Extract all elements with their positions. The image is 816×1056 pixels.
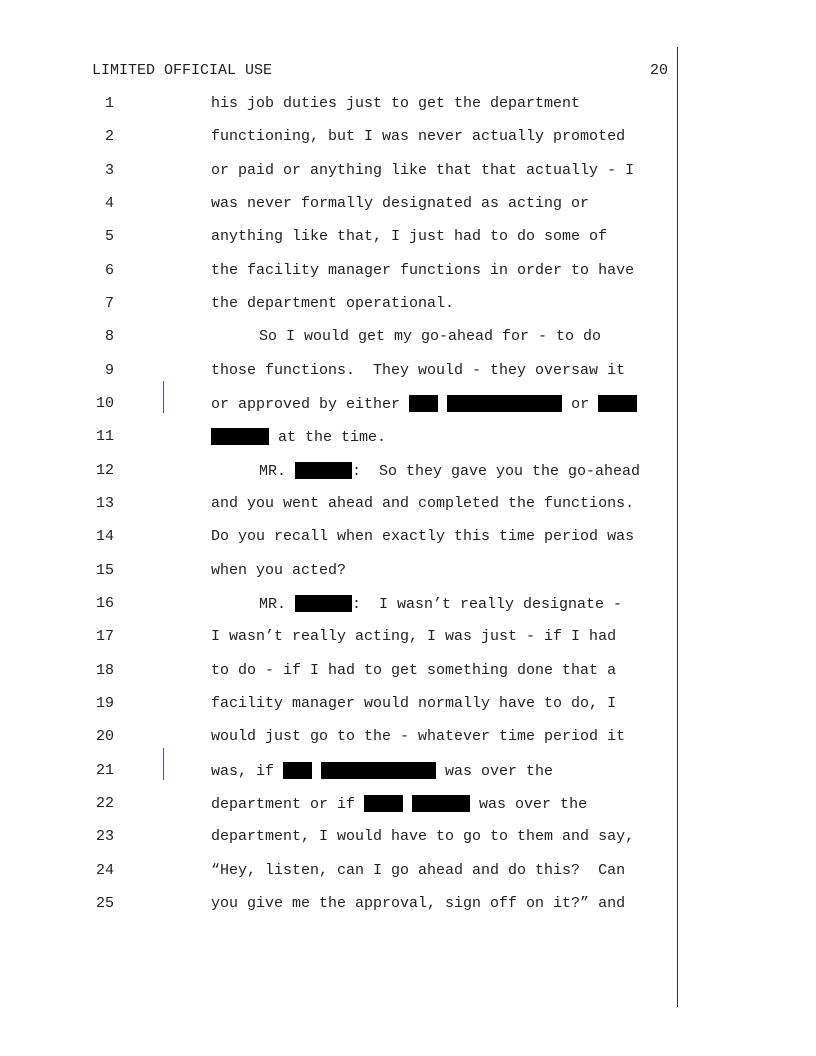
- speaker-label: MR.: [259, 596, 296, 613]
- transcript-line: would just go to the - whatever time period it: [211, 728, 626, 745]
- line-number: 14: [95, 528, 114, 545]
- line-number: 9: [104, 362, 114, 379]
- line-number: 23: [95, 828, 114, 845]
- line-text: : So they gave you the go-ahead: [352, 463, 641, 480]
- redaction-block: [295, 595, 352, 612]
- line-number: 15: [95, 562, 114, 579]
- transcript-line: [211, 595, 622, 614]
- redaction-block: [412, 795, 470, 812]
- line-text: or: [562, 396, 599, 413]
- transcript-line: Do you recall when exactly this time period was: [211, 528, 635, 545]
- line-number: 8: [104, 328, 114, 345]
- transcript-line: “Hey, listen, can I go ahead and do this? Can: [211, 862, 626, 879]
- transcript-line: when you acted?: [211, 562, 347, 579]
- transcript-line: or paid or anything like that that actually - I: [211, 162, 635, 179]
- transcript-line: [211, 395, 637, 414]
- transcript-line: [211, 328, 601, 346]
- line-number: 21: [95, 762, 114, 779]
- line-number: 16: [95, 595, 114, 612]
- line-number: 6: [104, 262, 114, 279]
- line-number: 2: [104, 128, 114, 145]
- line-number: 1: [104, 95, 114, 112]
- line-number: 13: [95, 495, 114, 512]
- line-number: 12: [95, 462, 114, 479]
- redaction-block: [598, 395, 637, 412]
- speaker-label: MR.: [259, 463, 296, 480]
- line-text: : I wasn’t really designate -: [352, 596, 623, 613]
- transcript-line: the department operational.: [211, 295, 455, 312]
- line-number: 5: [104, 228, 114, 245]
- transcript-line: and you went ahead and completed the functions.: [211, 495, 635, 512]
- line-number: 20: [95, 728, 114, 745]
- right-margin-rule: [677, 47, 678, 1007]
- transcript-line: functioning, but I was never actually promoted: [211, 128, 626, 145]
- transcript-line: his job duties just to get the department: [211, 95, 581, 112]
- line-number: 11: [95, 428, 114, 445]
- redaction-block: [447, 395, 562, 412]
- line-text: at the time.: [269, 429, 387, 446]
- line-number: 19: [95, 695, 114, 712]
- line-number: 22: [95, 795, 114, 812]
- line-text: was, if: [211, 763, 284, 780]
- page-number: 20: [649, 62, 668, 79]
- transcript-line: [211, 762, 553, 781]
- line-text: was over the: [436, 763, 554, 780]
- transcript-line: the facility manager functions in order to have: [211, 262, 635, 279]
- transcript-line: was never formally designated as acting or: [211, 195, 590, 212]
- line-number: 18: [95, 662, 114, 679]
- redaction-block: [364, 795, 403, 812]
- transcript-line: [211, 795, 587, 814]
- line-text: or approved by either: [211, 396, 410, 413]
- transcript-line: facility manager would normally have to do, I: [211, 695, 617, 712]
- transcript-line: [211, 428, 386, 447]
- transcript-line: [211, 462, 640, 481]
- change-bar: [163, 748, 164, 780]
- line-text: So I would get my go-ahead for - to do: [259, 328, 602, 345]
- line-text: department or if: [211, 796, 365, 813]
- redaction-block: [295, 462, 352, 479]
- line-number: 7: [104, 295, 114, 312]
- transcript-line: anything like that, I just had to do some of: [211, 228, 608, 245]
- redaction-block: [409, 395, 438, 412]
- change-bar: [163, 381, 164, 413]
- line-number: 10: [95, 395, 114, 412]
- line-number: 17: [95, 628, 114, 645]
- redaction-block: [211, 428, 269, 445]
- transcript-line: department, I would have to go to them and say,: [211, 828, 635, 845]
- line-number: 25: [95, 895, 114, 912]
- line-text: was over the: [470, 796, 588, 813]
- transcript-line: you give me the approval, sign off on it?” and: [211, 895, 626, 912]
- line-number: 3: [104, 162, 114, 179]
- transcript-line: to do - if I had to get something done that a: [211, 662, 617, 679]
- transcript-line: those functions. They would - they oversaw it: [211, 362, 626, 379]
- line-number: 4: [104, 195, 114, 212]
- transcript-line: I wasn’t really acting, I was just - if I had: [211, 628, 617, 645]
- classification-header: LIMITED OFFICIAL USE: [92, 62, 273, 79]
- line-number: 24: [95, 862, 114, 879]
- redaction-block: [283, 762, 312, 779]
- redaction-block: [321, 762, 436, 779]
